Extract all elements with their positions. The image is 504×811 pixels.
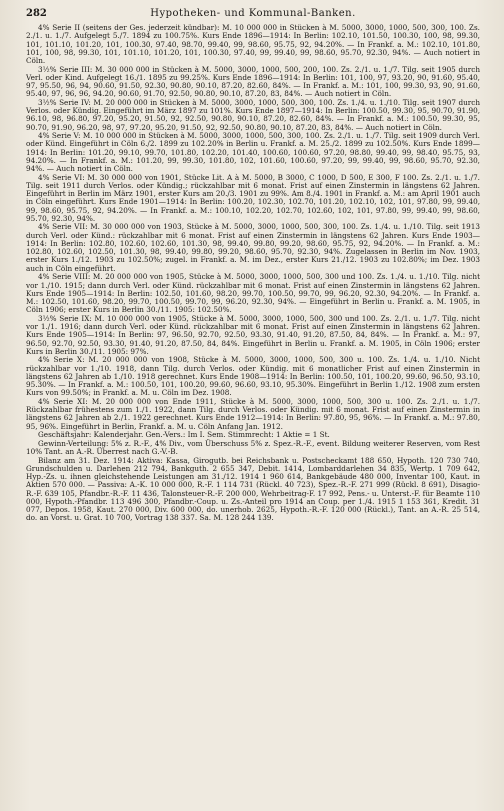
- paragraph-serie-7: 4% Serie VII: M. 30 000 000 von 1903, Stücke à M. 5000, 3000, 1000, 500, 300, 100. Zs. 1./4. u. 1./10. Tilg. seit 1913 durch Verl. oder Künd.: rückzahlbar mit 6 monat. Frist auf einen Zinstermin in längstens 62 Jahren. Kurs Ende 1903—1914: In Berlin: 102.80, 102.60, 102.60, 101.30, 98, 99.40, 99.80, 99.20, 98.60, 95.75, 92, 94.20%. — In Frankf. a. M.: 102.80, 102.60, 102.50, 101.30, 98, 99.40, 99.80, 99.20, 98.60, 95.70, 92.30, 94%. Zugelassen in Berlin im Nov. 1903, erster Kurs 1./12. 1903 zu 102.50%; zugel. in Frankf. a. M. im Dez., erster Kurs 21./12. 1903 zu 102.80%; im Dez. 1903 auch in Cöln eingeführt.: [26, 222, 480, 273]
- paragraph-bilanz: Bilanz am 31. Dez. 1914: Aktiva: Kassa, Girogutb. bei Reichsbank u. Postscheckamt 188 650, Hypoth. 120 730 740, Grundschulden u. Darlehen 212 794, Bankguth. 2 655 347, Debit. 1414, Lombarddarlehen 34 835, Wertp. 1 709 642, Hyp.-Zs. u. ihnen gleichstehende Leistungen am 31./12. 1914 1 960 614, Bankgebäude 480 000, Inventar 100, Kaut. in Aktien 570 000. — Passiva: A.-K. 10 000 000, R.-F. 1 114 731 (Rückl. 40 723), Spez.-R.-F. 271 999 (Rückl. 8 691), Disagio-R.-F. 639 105, Pfandbr.-R.-F. 11 436, Talonsteuer-R.-F. 200 000, Wehrbeitrag-F. 17 992, Pens.- u. Unterst.-F. für Beamte 110 000, Hypoth.-Pfandbr. 113 496 300, Pfandbr.-Coup. u. Zs.-Anteil pro 1914 an Coup. per 1./4. 1915 1 153 361, Kredit. 31 077, Depos. 1958, Kaut. 270 000, Div. 600 000, do. unerhob. 2625, Hypoth.-R.-F. 120 000 (Rückl.), Tant. an A.-R. 25 514, do. an Vorst. u. Grat. 10 700, Vortrag 138 337. Sa. M. 128 244 139.: [26, 455, 480, 523]
- paragraph-serie-5: 4% Serie V: M. 10 000 000 in Stücken à M. 5000, 3000, 1000, 500, 300, 100. Zs. 2./1. u. 1./7. Tilg. seit 1909 durch Verl. oder Künd. Eingeführt in Cöln 6./2. 1899 zu 102.20% in Berlin u. Frankf. a. M. 25./2. 1899 zu 102.50%. Kurs Ende 1899—1914: In Berlin: 101.20, 99.10, 99.70, 101.80, 102.20, 101.40, 100.60, 100.60, 97.20, 98.80, 99.40, 99, 98.40, 95.75, 93, 94.20%. — In Frankf. a. M.: 101.20, 99, 99.30, 101.80, 102, 101.60, 100.60, 97.20, 99, 99.40, 99, 98.60, 95.70, 92.30, 94%. — Auch notiert in Cöln.: [26, 131, 480, 174]
- paragraph-serie-10: 4% Serie X: M. 20 000 000 von 1908, Stücke à M. 5000, 3000, 1000, 500, 300 u. 100. Zs. 1./4. u. 1./10. Nicht rückzahlbar vor 1./10. 1918, dann Tilg. durch Verlos. oder Kündig. mit 6 monatlicher Frist auf einen Zinstermin in längstens 62 Jahren ab 1./10. 1918 gerechnet. Kurs Ende 1908—1914: In Berlin: 100.50, 101, 100.20, 99.60, 96.50, 93.10, 95.30%. — In Frankf. a. M.: 100.50, 101, 100.20, 99.60, 96.60, 93.10, 95.30%. Eingeführt in Berlin 1./12. 1908 zum ersten Kurs von 99.50%; in Frankf. a. M. u. Cöln im Dez. 1908.: [26, 355, 480, 398]
- paragraph-serie-6: 4% Serie VI: M. 30 000 000 von 1901, Stücke Lit. A à M. 5000, B 3000, C 1000, D 500, E 300, F 100. Zs. 2./1. u. 1./7. Tilg. seit 1911 durch Verlos. oder Kündig.; rückzahlbar mit 6 monat. Frist auf einen Zinstermin in längstens 62 Jahren. Eingeführt in Berlin im März 1901, erster Kurs am 20./3. 1901 zu 99%. Am 8./4. 1901 in Frankf. a. M.: am April 1901 auch in Cöln eingeführt. Kurs Ende 1901—1914: In Berlin: 100.20, 102.30, 102.70, 101.20, 102.10, 102, 101, 97.80, 99, 99.40, 99, 98.60, 95.75, 92, 94.20%. — In Frankf. a. M.: 100.10, 102.20, 102.70, 102.60, 102, 101, 97.80, 99, 99.40, 99, 98.60, 95.70, 92.30, 94%.: [26, 172, 480, 223]
- paragraph-serie-9: 3½% Serie IX: M. 10 000 000 von 1905, Stücke à M. 5000, 3000, 1000, 500, 300 und 100. Zs. 2./1. u. 1./7. Tilg. nicht vor 1./1. 1916; dann durch Verl. oder Künd. rückzahlbar mit 6 monat. Frist auf einen Zinstermin in längstens 62 Jahren. Kurs Ende 1905—1914: In Berlin: 97, 96.50, 92.70, 92.50, 93.30, 91.40, 91.20, 87.50, 84, 84%. — In Frankf. a. M.: 97, 96.50, 92.70, 92.50, 93.30, 91.40, 91.20, 87.50, 84, 84%. Eingeführt in Berlin u. Frankf. a. M. 1905, in Cöln 1906; erster Kurs in Berlin 30./11. 1905: 97%.: [26, 313, 480, 356]
- page-body: [26, 24, 480, 523]
- paragraph-serie-11: 4% Serie XI: M. 20 000 000 von Ende 1911, Stücke à M. 5000, 3000, 1000, 500, 300 u. 100. Zs. 2./1. u. 1./7. Rückzahlbar frühestens zum 1./1. 1922, dann Tilg. durch Verlos. oder Kündig. mit 6 monat. Frist auf einen Zinstermin in längstens 62 Jahren ab 2./1. 1922 gerechnet. Kurs Ende 1912—1914: In Berlin: 97.80, 95, 96%. — In Frankf. a. M.: 97.80, 95, 96%. Eingeführt in Berlin, Frankf. a. M. u. Cöln Anfang Jan. 1912.: [26, 396, 480, 431]
- paragraph-serie-2: 4% Serie II (seitens der Ges. jederzeit kündbar): M. 10 000 000 in Stücken à M. 5000, 3000, 1000, 500, 300, 100. Zs. 2./1. u. 1./7. Aufgelegt 5./7. 1894 zu 100.75%. Kurs Ende 1896—1914: In Berlin: 102.10, 101.50, 100.30, 100, 98, 99.30, 101, 101.10, 101.20, 101, 100.30, 97.40, 98.70, 99.40, 99, 98.60, 95.75, 92, 94.20%. — In Frankf. a. M.: 102.10, 101.80, 101, 100, 98, 99.30, 101, 101.10, 101.20, 101, 100.30, 97.40, 99, 99.40, 99, 98.60, 95.70, 92.30, 94%. — Auch notiert in Cöln.: [26, 23, 480, 65]
- paragraph-serie-3: 3½% Serie III: M. 30 000 000 in Stücken à M. 5000, 3000, 1000, 500, 200, 100. Zs. 2./1. u. 1./7. Tilg. seit 1905 durch Verl. oder Kind. Aufgelegt 16./1. 1895 zu 99.25%. Kurs Ende 1896—1914: In Berlin: 101, 100, 97, 93.20, 90, 91.60, 95.40, 97, 95.50, 96, 94, 90.60, 91.50, 92.30, 90.80, 90.10, 87.20, 82.60, 84%. — In Frankf. a. M.: 101, 100, 99.30, 93, 90, 91.60, 95.40, 97, 96, 96, 94.20, 90.60, 91.70, 92.50, 90.80, 90.10, 87.20, 83, 84%. — Auch notiert in Cöln.: [26, 64, 480, 99]
- page-header: [26, 8, 480, 21]
- page-number: 282: [26, 8, 47, 19]
- paragraph-gewinn-verteilung: Gewinn-Verteilung: 5% z. R.-F., 4% Div., vom Überschuss 5% z. Spez.-R.-F., event. Bildung weiterer Reserven, vom Rest 10% Tant. an A.-R. Überrest nach G.-V.-B.: [26, 438, 480, 457]
- paragraph-serie-8: 4% Serie VIII: M. 20 000 000 von 1905, Stücke à M. 5000, 3000, 1000, 500, 300 und 100. Zs. 1./4. u. 1./10. Tilg. nicht vor 1./10. 1915; dann durch Verl. oder Künd. rückzahlbar mit 6 monat. Frist auf einen Zinstermin in längstens 62 Jahren. Kurs Ende 1905—1914: In Berlin: 102.50, 101.60, 98.20, 99.70, 100.50, 99.70, 99, 96.20, 92.30, 94.20%. — In Frankf. a. M.: 102.50, 101.60, 98.20, 99.70, 100.50, 99.70, 99, 96.20, 92.30, 94%. — Eingeführt in Berlin u. Frankf. a. M. 1905, in Cöln 1906; erster Kurs in Berlin 30./11. 1905: 102.50%.: [26, 272, 480, 315]
- running-title: Hypotheken- und Kommunal-Banken.: [150, 8, 356, 19]
- paragraph-geschaeftsjahr: Geschäftsjahr: Kalenderjahr. Gen.-Vers.: Im I. Sem. Stimmrecht: 1 Aktie = 1 St.: [38, 430, 330, 440]
- paragraph-serie-4: 3½% Serie IV: M. 20 000 000 in Stücken à M. 5000, 3000, 1000, 500, 300, 100. Zs. 1./4. u. 1./10. Tilg. seit 1907 durch Verlos. oder Kündig. Eingeführt im März 1897 zu 101%. Kurs Ende 1897—1914: In Berlin: 100.50, 99.30, 95, 90.70, 91.90, 96.10, 98, 96.80, 97.20, 95.20, 91.50, 92, 92.50, 90.80, 90.10, 87.20, 82.60, 84%. — In Frankf. a. M.: 100.50, 99.30, 95, 90.70, 91.90, 96.20, 98, 97, 97.20, 95.20, 91.50, 92, 92.50, 90.80, 90.10, 87.20, 83, 84%. — Auch notiert in Cöln.: [26, 97, 480, 132]
